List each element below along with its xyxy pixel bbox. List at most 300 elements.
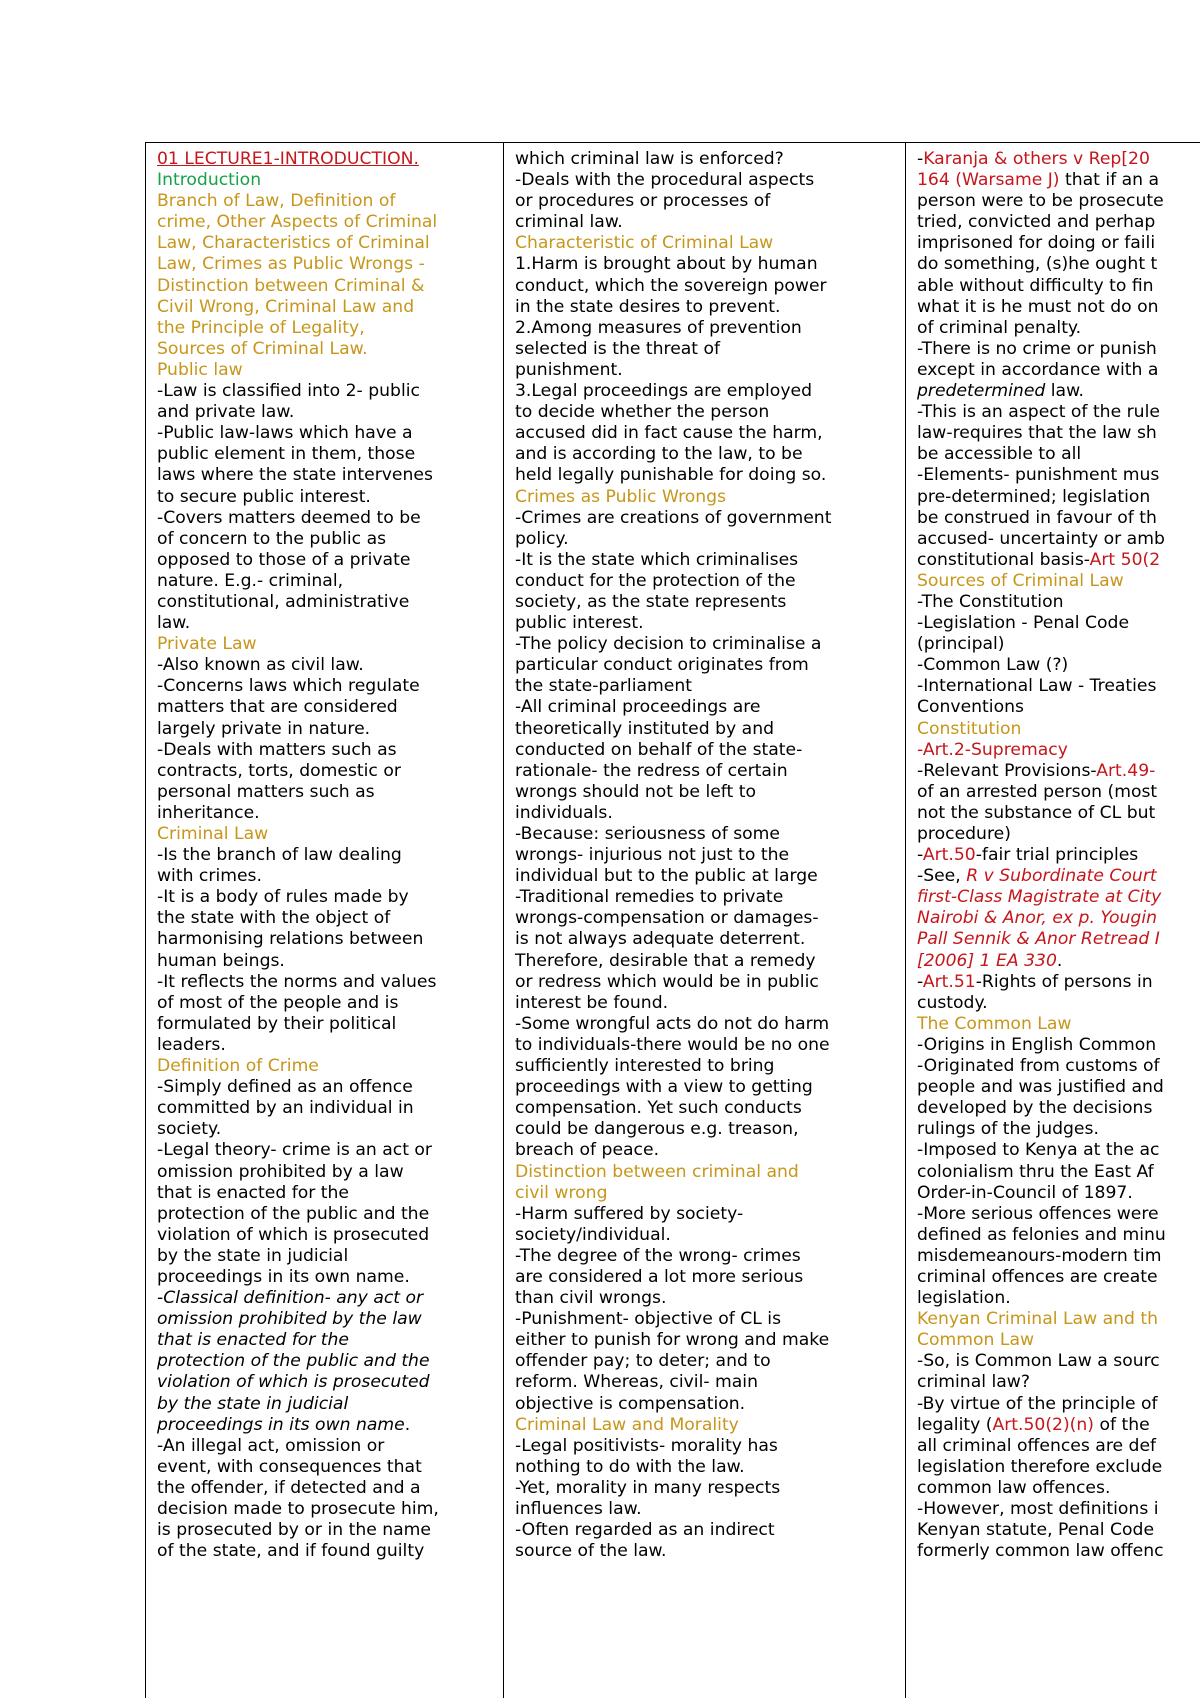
text-segment: -This is an aspect of the rule — [917, 402, 1160, 423]
text-line — [157, 1415, 503, 1436]
text-line — [917, 1035, 1200, 1056]
text-line — [515, 1098, 905, 1119]
text-line — [515, 1056, 905, 1077]
legal-reference: first-Class Magistrate at City — [917, 887, 1162, 908]
text-segment: law. — [157, 613, 191, 634]
text-segment: violation of which is prosecuted — [157, 1224, 430, 1245]
text-line — [515, 1119, 905, 1140]
text-segment: what it is he must not do on — [917, 296, 1159, 317]
text-segment: all criminal offences are def — [917, 1435, 1157, 1456]
text-line — [515, 529, 905, 550]
text-line — [515, 1309, 905, 1330]
text-segment: to secure public interest. — [157, 486, 371, 507]
text-segment: colonialism thru the East Af — [917, 1161, 1154, 1182]
text-line — [515, 1204, 905, 1225]
text-segment: of the state, and if found guilty — [157, 1541, 425, 1562]
text-line — [157, 761, 503, 782]
text-segment: -Common Law (?) — [917, 655, 1069, 676]
section-heading: Private Law — [157, 634, 257, 655]
text-line — [917, 1520, 1200, 1541]
text-line — [157, 929, 503, 950]
text-line — [917, 402, 1200, 423]
text-segment: which criminal law is enforced? — [515, 149, 784, 169]
text-line — [917, 1541, 1200, 1562]
text-segment: -Elements- punishment mus — [917, 465, 1160, 486]
text-line — [917, 887, 1200, 908]
text-line — [157, 1267, 503, 1288]
text-line — [515, 1267, 905, 1288]
text-line — [515, 487, 905, 508]
text-segment: punishment. — [515, 359, 623, 380]
text-line — [917, 318, 1200, 339]
text-segment: of concern to the public as — [157, 528, 387, 549]
text-segment: -Also known as civil law. — [157, 655, 364, 676]
text-segment: decision made to prosecute him, — [157, 1499, 439, 1519]
text-segment: -Is the branch of law dealing — [157, 845, 402, 866]
text-line — [917, 276, 1200, 297]
text-segment: law-requires that the law sh — [917, 423, 1157, 444]
text-segment: held legally punishable for doing so. — [515, 465, 827, 486]
text-line — [917, 592, 1200, 613]
text-line — [157, 170, 503, 191]
text-segment: legality ( — [917, 1414, 993, 1435]
text-line — [917, 170, 1200, 191]
text-segment: opposed to those of a private — [157, 549, 411, 570]
text-segment: - — [917, 149, 924, 169]
text-line — [157, 993, 503, 1014]
text-segment: -It is the state which criminalises — [515, 549, 799, 570]
text-segment: -Relevant Provisions- — [917, 760, 1097, 781]
text-line — [515, 254, 905, 275]
text-line — [917, 1288, 1200, 1309]
text-line — [157, 297, 503, 318]
text-line — [157, 1098, 503, 1119]
section-heading: Law, Crimes as Public Wrongs - — [157, 254, 425, 275]
text-segment: -By virtue of the principle of — [917, 1393, 1158, 1414]
text-segment: than civil wrongs. — [515, 1288, 667, 1309]
text-segment: contracts, torts, domestic or — [157, 760, 401, 781]
text-segment: legislation. — [917, 1288, 1011, 1309]
text-segment: constitutional, administrative — [157, 591, 410, 612]
text-line — [157, 1119, 503, 1140]
legal-reference: R v Subordinate Court — [966, 866, 1157, 887]
section-heading: The Common Law — [917, 1013, 1072, 1034]
text-segment: -Simply defined as an offence — [157, 1077, 413, 1098]
text-segment: conducted on behalf of the state- — [515, 739, 803, 760]
text-line — [917, 1162, 1200, 1183]
legal-reference: Art.50 — [922, 845, 976, 866]
text-segment: or procedures or processes of — [515, 191, 771, 212]
text-line — [515, 571, 905, 592]
text-line — [515, 550, 905, 571]
text-line — [157, 613, 503, 634]
text-line — [917, 1267, 1200, 1288]
text-line — [157, 1162, 503, 1183]
text-segment: developed by the decisions — [917, 1098, 1153, 1119]
text-line — [157, 824, 503, 845]
text-line — [515, 887, 905, 908]
text-segment: imprisoned for doing or faili — [917, 233, 1156, 254]
text-line — [515, 1140, 905, 1161]
text-segment: defined as felonies and minu — [917, 1224, 1166, 1245]
text-line — [157, 1499, 503, 1520]
text-line — [515, 1014, 905, 1035]
section-heading: Distinction between Criminal & — [157, 275, 425, 296]
text-line — [515, 1499, 905, 1520]
text-line — [515, 782, 905, 803]
text-segment: -Deals with the procedural aspects — [515, 170, 815, 191]
text-line — [157, 1478, 503, 1499]
text-line — [157, 1014, 503, 1035]
text-segment: -So, is Common Law a sourc — [917, 1351, 1160, 1372]
text-line — [157, 592, 503, 613]
text-segment: -Traditional remedies to private — [515, 887, 784, 908]
text-segment: harmonising relations between — [157, 929, 424, 950]
text-segment: public element in them, those — [157, 444, 416, 465]
text-line — [157, 1520, 503, 1541]
text-line — [157, 212, 503, 233]
text-segment: -Rights of persons in — [975, 971, 1153, 992]
text-segment: omission prohibited by the law — [157, 1309, 422, 1330]
text-segment: -Some wrongful acts do not do harm — [515, 1013, 830, 1034]
text-segment: -Imposed to Kenya at the ac — [917, 1140, 1160, 1161]
text-line — [917, 1246, 1200, 1267]
text-line — [917, 1183, 1200, 1204]
text-segment: reform. Whereas, civil- main — [515, 1372, 758, 1393]
text-segment: -Harm suffered by society- — [515, 1203, 744, 1224]
text-segment: are considered a lot more serious — [515, 1266, 804, 1287]
text-segment: procedure) — [917, 824, 1011, 844]
text-line — [917, 381, 1200, 402]
text-line — [157, 697, 503, 718]
text-segment: conduct for the protection of the — [515, 570, 796, 591]
text-segment: omission prohibited by a law — [157, 1161, 404, 1182]
text-segment: do something, (s)he ought t — [917, 254, 1158, 275]
text-segment: -The degree of the wrong- crimes — [515, 1245, 801, 1266]
text-line — [515, 613, 905, 634]
text-line — [917, 1457, 1200, 1478]
text-line — [515, 634, 905, 655]
text-segment: 1.Harm is brought about by human — [515, 254, 818, 275]
text-segment: to decide whether the person — [515, 402, 770, 423]
text-line — [157, 508, 503, 529]
text-segment: of the — [1094, 1414, 1150, 1435]
text-line — [157, 360, 503, 381]
text-segment: -Covers matters deemed to be — [157, 507, 421, 528]
text-line — [157, 782, 503, 803]
section-heading: Sources of Criminal Law. — [157, 338, 368, 359]
text-segment: by the state in judicial — [157, 1245, 349, 1266]
text-segment: society/individual. — [515, 1224, 671, 1245]
text-segment: -Deals with matters such as — [157, 739, 397, 760]
text-line — [917, 529, 1200, 550]
text-line — [157, 1140, 503, 1161]
text-line — [157, 1351, 503, 1372]
text-line — [917, 972, 1200, 993]
text-segment: be accessible to all — [917, 444, 1082, 465]
text-segment: formulated by their political — [157, 1013, 397, 1034]
text-line — [515, 1415, 905, 1436]
text-segment: personal matters such as — [157, 781, 375, 802]
text-line — [917, 719, 1200, 740]
text-segment: -Public law-laws which have a — [157, 423, 413, 444]
text-line — [157, 233, 503, 254]
text-segment: -Crimes are creations of government — [515, 507, 832, 528]
text-segment: -An illegal act, omission or — [157, 1435, 385, 1456]
section-heading: Common Law — [917, 1330, 1035, 1351]
text-segment: misdemeanours-modern tim — [917, 1245, 1162, 1266]
text-line — [157, 423, 503, 444]
text-segment: wrongs- injurious not just to the — [515, 845, 790, 866]
text-segment: to individuals-there would be no one — [515, 1034, 830, 1055]
text-line — [515, 908, 905, 929]
text-segment: that if an a — [1059, 170, 1160, 191]
text-segment: constitutional basis- — [917, 549, 1090, 570]
text-line — [917, 634, 1200, 655]
text-line — [917, 1140, 1200, 1161]
text-line — [515, 170, 905, 191]
text-segment: protection of the public and the — [157, 1203, 430, 1224]
text-segment: -Punishment- objective of CL is — [515, 1309, 782, 1330]
text-segment: -Concerns laws which regulate — [157, 676, 420, 697]
text-segment: - — [917, 971, 923, 992]
text-line — [917, 613, 1200, 634]
text-segment: Conventions — [917, 697, 1024, 718]
text-line — [515, 951, 905, 972]
text-line — [515, 381, 905, 402]
text-segment: protection of the public and the — [157, 1351, 430, 1372]
legal-reference: [2006] 1 EA 330 — [917, 950, 1057, 971]
text-segment: -However, most definitions i — [917, 1499, 1159, 1519]
text-line — [515, 676, 905, 697]
text-segment: criminal offences are create — [917, 1266, 1158, 1287]
text-line — [157, 1035, 503, 1056]
text-line — [917, 508, 1200, 529]
text-line — [917, 1014, 1200, 1035]
text-line — [917, 1225, 1200, 1246]
text-line — [157, 676, 503, 697]
text-line — [917, 782, 1200, 803]
text-segment: laws where the state intervenes — [157, 465, 433, 486]
text-line — [515, 318, 905, 339]
text-segment: particular conduct originates from — [515, 655, 809, 676]
text-segment: matters that are considered — [157, 697, 398, 718]
text-line — [157, 191, 503, 212]
text-line — [917, 740, 1200, 761]
text-line — [917, 929, 1200, 950]
text-segment: and private law. — [157, 402, 295, 423]
text-segment: of an arrested person (most — [917, 781, 1158, 802]
text-line — [157, 529, 503, 550]
text-segment: - — [917, 845, 923, 866]
text-line — [157, 1056, 503, 1077]
text-line — [515, 719, 905, 740]
text-line — [157, 1436, 503, 1457]
text-line — [157, 634, 503, 655]
legal-reference: Art 50(2 — [1089, 549, 1161, 570]
section-heading: Distinction between criminal and — [515, 1161, 799, 1182]
text-segment: breach of peace. — [515, 1140, 660, 1161]
text-line — [917, 1351, 1200, 1372]
text-segment: -Origins in English Common — [917, 1034, 1157, 1055]
text-segment: society, as the state represents — [515, 591, 787, 612]
text-segment: Kenyan statute, Penal Code — [917, 1520, 1155, 1541]
text-segment: rationale- the redress of certain — [515, 760, 788, 781]
section-heading: crime, Other Aspects of Criminal — [157, 212, 438, 233]
text-line — [515, 1183, 905, 1204]
text-line — [515, 233, 905, 254]
text-segment: -fair trial principles — [975, 845, 1139, 866]
lecture-title: 01 LECTURE1-INTRODUCTION. — [157, 149, 419, 169]
text-segment: -Legal positivists- morality has — [515, 1435, 778, 1456]
text-line — [157, 571, 503, 592]
text-line — [515, 1520, 905, 1541]
text-line — [157, 866, 503, 887]
text-line — [917, 824, 1200, 845]
text-line — [157, 1183, 503, 1204]
text-line — [515, 1225, 905, 1246]
text-segment: and is according to the law, to be — [515, 444, 803, 465]
section-heading: Characteristic of Criminal Law — [515, 233, 774, 254]
text-segment: person were to be prosecute — [917, 191, 1164, 212]
text-line — [157, 1225, 503, 1246]
text-line — [515, 1035, 905, 1056]
text-segment: people and was justified and — [917, 1077, 1164, 1098]
text-segment: except in accordance with a — [917, 359, 1159, 380]
text-line — [917, 1119, 1200, 1140]
text-line — [515, 761, 905, 782]
text-line — [157, 1288, 503, 1309]
text-line — [917, 1499, 1200, 1520]
text-segment: -Originated from customs of — [917, 1056, 1160, 1077]
text-segment: is not always adequate deterrent. — [515, 929, 806, 950]
text-segment: the state-parliament — [515, 676, 692, 697]
section-heading: civil wrong — [515, 1182, 608, 1203]
text-line — [157, 487, 503, 508]
text-line — [515, 191, 905, 212]
text-segment: or redress which would be in public — [515, 971, 819, 992]
text-line — [917, 487, 1200, 508]
text-line — [515, 1162, 905, 1183]
text-line — [157, 1246, 503, 1267]
text-line — [917, 655, 1200, 676]
text-line — [515, 297, 905, 318]
column-left — [146, 143, 504, 1698]
text-segment: -Often regarded as an indirect — [515, 1520, 775, 1541]
text-line — [157, 951, 503, 972]
text-segment: -Because: seriousness of some — [515, 824, 781, 844]
text-line — [515, 423, 905, 444]
text-segment: could be dangerous e.g. treason, — [515, 1119, 799, 1140]
text-line — [157, 402, 503, 423]
text-segment: by the state in judicial — [157, 1393, 349, 1414]
text-line — [917, 444, 1200, 465]
text-line — [917, 550, 1200, 571]
text-line — [917, 191, 1200, 212]
text-line — [157, 719, 503, 740]
text-segment: inheritance. — [157, 802, 260, 823]
text-line — [917, 254, 1200, 275]
section-heading: Law, Characteristics of Criminal — [157, 233, 430, 254]
text-line — [515, 592, 905, 613]
text-segment: -It reflects the norms and values — [157, 971, 437, 992]
text-segment: proceedings in its own name — [157, 1414, 405, 1435]
text-segment: -See, — [917, 866, 967, 887]
text-segment: -Legislation - Penal Code — [917, 613, 1130, 634]
text-line — [917, 1204, 1200, 1225]
section-heading: Public law — [157, 359, 243, 380]
text-line — [515, 444, 905, 465]
legal-reference: Art.51 — [922, 971, 976, 992]
text-segment: -The policy decision to criminalise a — [515, 634, 822, 655]
text-segment: of criminal penalty. — [917, 317, 1082, 338]
text-line — [515, 1288, 905, 1309]
section-heading: Branch of Law, Definition of — [157, 191, 396, 212]
text-segment: accused- uncertainty or amb — [917, 528, 1165, 549]
text-line — [515, 465, 905, 486]
text-segment: -Yet, morality in many respects — [515, 1477, 781, 1498]
text-line — [157, 908, 503, 929]
text-line — [515, 1541, 905, 1562]
section-heading: Constitution — [917, 718, 1022, 739]
text-line — [515, 845, 905, 866]
text-line — [917, 1077, 1200, 1098]
text-segment: wrongs should not be left to — [515, 781, 757, 802]
text-line — [917, 571, 1200, 592]
text-segment: individual but to the public at large — [515, 866, 818, 887]
text-line — [515, 1372, 905, 1393]
text-segment: theoretically instituted by and — [515, 718, 775, 739]
text-line — [157, 381, 503, 402]
text-segment: committed by an individual in — [157, 1098, 414, 1119]
text-line — [917, 761, 1200, 782]
text-line — [917, 1098, 1200, 1119]
text-line — [917, 1309, 1200, 1330]
text-segment: -All criminal proceedings are — [515, 697, 761, 718]
text-segment: -International Law - Treaties — [917, 676, 1157, 697]
text-line — [917, 423, 1200, 444]
legal-reference: Nairobi & Anor, ex p. Yougin — [917, 908, 1157, 929]
text-line — [515, 1077, 905, 1098]
text-segment: -It is a body of rules made by — [157, 887, 409, 908]
text-line — [515, 655, 905, 676]
text-line — [515, 740, 905, 761]
text-segment: custody. — [917, 992, 988, 1013]
column-middle — [504, 143, 906, 1698]
text-line — [157, 1077, 503, 1098]
text-line — [157, 550, 503, 571]
text-segment: sufficiently interested to bring — [515, 1056, 775, 1077]
text-line — [157, 972, 503, 993]
text-segment: event, with consequences that — [157, 1456, 422, 1477]
text-segment: tried, convicted and perhap — [917, 212, 1156, 233]
text-segment: violation of which is prosecuted — [157, 1372, 430, 1393]
text-segment: influences law. — [515, 1499, 642, 1519]
text-segment: -Legal theory- crime is an act or — [157, 1140, 432, 1161]
text-line — [157, 276, 503, 297]
text-segment: -There is no crime or punish — [917, 338, 1157, 359]
text-line — [515, 697, 905, 718]
text-line — [917, 951, 1200, 972]
section-heading: Kenyan Criminal Law and th — [917, 1309, 1159, 1330]
text-line — [515, 1246, 905, 1267]
text-segment: nature. E.g.- criminal, — [157, 570, 344, 591]
section-heading: Civil Wrong, Criminal Law and — [157, 296, 415, 317]
text-segment: either to punish for wrong and make — [515, 1330, 830, 1351]
text-segment: Therefore, desirable that a remedy — [515, 950, 816, 971]
text-line — [157, 465, 503, 486]
text-line — [157, 254, 503, 275]
